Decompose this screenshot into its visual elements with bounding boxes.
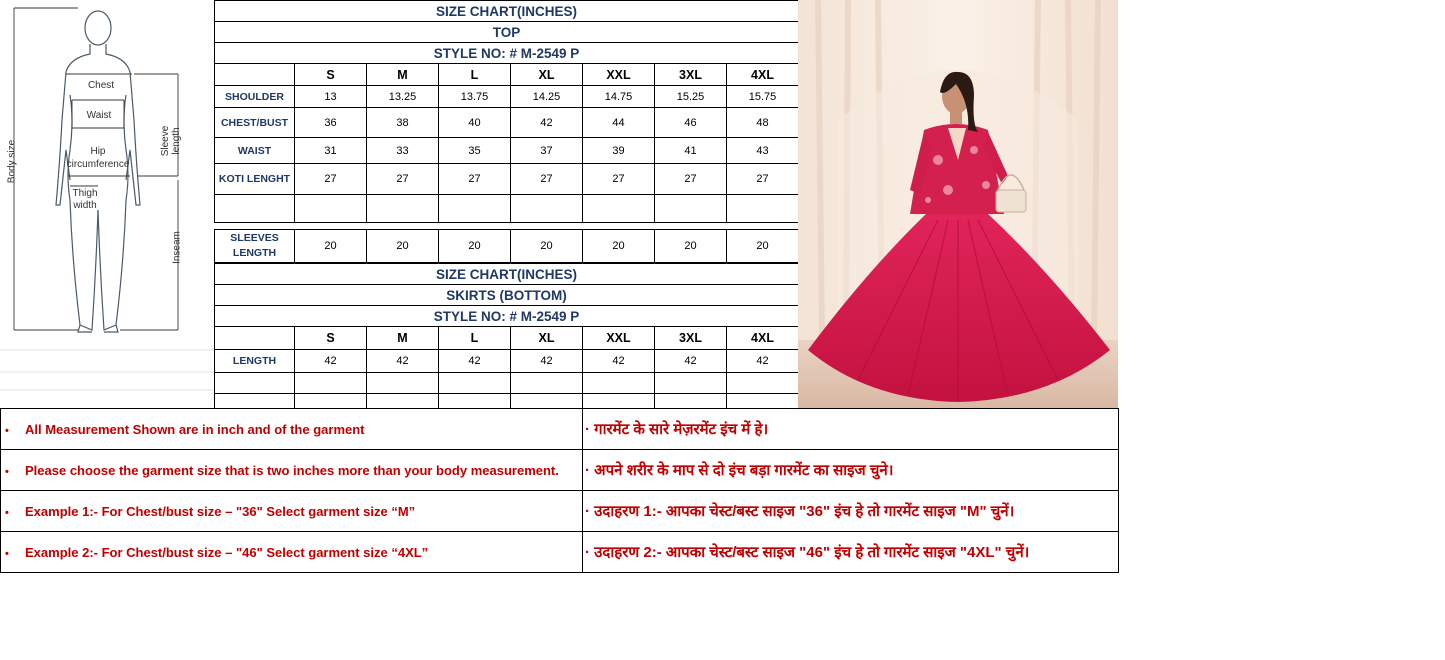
note-text: उदाहरण 1:- आपका चेस्ट/बस्ट साइज "36" इंच हे तो गारमेंट साइज "M" चुनें।	[594, 503, 1015, 520]
empty-cell	[583, 394, 655, 409]
table-cell: 27	[727, 164, 799, 195]
header-empty-cell	[215, 327, 295, 350]
table-cell: 41	[655, 138, 727, 164]
row-label	[215, 230, 295, 263]
table-cell: 35	[439, 138, 511, 164]
empty-cell	[655, 195, 727, 223]
hip-label: Hip	[90, 146, 106, 157]
bottom-size-header-row	[215, 327, 799, 350]
note-text: Example 1:- For Chest/bust size – "36" Select garment size “M”	[25, 503, 416, 519]
table-cell: 31	[295, 138, 367, 164]
size-header: XXL	[583, 64, 655, 86]
table-cell: 40	[439, 108, 511, 138]
note-row	[1, 409, 1119, 450]
table-cell: 38	[367, 108, 439, 138]
row-label: WAIST	[215, 138, 295, 164]
row-label: SHOULDER	[215, 86, 295, 108]
table-row	[215, 164, 799, 195]
note-row	[1, 532, 1119, 573]
note-row	[1, 450, 1119, 491]
hindi-note	[583, 409, 1119, 450]
empty-cell	[439, 195, 511, 223]
empty-cell	[511, 195, 583, 223]
size-guidance-notes	[0, 408, 1119, 573]
body-measurement-diagram	[0, 0, 214, 408]
empty-row	[215, 373, 799, 394]
table-cell: 27	[583, 164, 655, 195]
size-header: XL	[511, 64, 583, 86]
table-cell: 42	[583, 350, 655, 373]
hindi-bullet: ·	[585, 421, 590, 438]
hindi-bullet: ·	[585, 462, 590, 479]
table-row	[215, 230, 799, 263]
table-cell: 37	[511, 138, 583, 164]
empty-cell	[215, 394, 295, 409]
size-header: 3XL	[655, 64, 727, 86]
hindi-bullet: ·	[585, 544, 590, 561]
table-cell: 27	[295, 164, 367, 195]
table-cell: 13.25	[367, 86, 439, 108]
empty-cell	[295, 195, 367, 223]
empty-cell	[367, 373, 439, 394]
table-cell: 46	[655, 108, 727, 138]
table-cell: 15.25	[655, 86, 727, 108]
chest-label: Chest	[87, 80, 115, 91]
thigh-width-label: width	[73, 200, 97, 211]
table-cell: 27	[511, 164, 583, 195]
row-label: KOTI LENGHT	[215, 164, 295, 195]
size-header: 4XL	[727, 327, 799, 350]
empty-cell	[295, 394, 367, 409]
thigh-label: Thigh	[72, 188, 98, 199]
length-word: length	[171, 127, 182, 155]
note-text: Please choose the garment size that is two inches more than your body measurement.	[25, 462, 559, 478]
bottom-chart-subtitle: SKIRTS (BOTTOM)	[215, 285, 799, 306]
row-label: CHEST/BUST	[215, 108, 295, 138]
sleeves-word: SLEEVES	[230, 232, 279, 244]
size-header: L	[439, 64, 511, 86]
size-header: M	[367, 64, 439, 86]
hindi-note	[583, 491, 1119, 532]
bullet: •	[5, 424, 9, 437]
size-header: M	[367, 327, 439, 350]
size-header: L	[439, 327, 511, 350]
empty-cell	[583, 195, 655, 223]
empty-cell	[727, 195, 799, 223]
table-cell: 42	[727, 350, 799, 373]
english-note	[1, 491, 583, 532]
empty-cell	[215, 195, 295, 223]
hindi-bullet: ·	[585, 503, 590, 520]
bullet: •	[5, 506, 9, 519]
empty-cell	[655, 373, 727, 394]
table-cell: 13	[295, 86, 367, 108]
size-header: 4XL	[727, 64, 799, 86]
empty-cell	[367, 394, 439, 409]
table-cell: 39	[583, 138, 655, 164]
empty-cell	[367, 195, 439, 223]
english-note	[1, 409, 583, 450]
empty-cell	[511, 394, 583, 409]
table-cell: 42	[511, 350, 583, 373]
table-row	[215, 108, 799, 138]
table-cell: 13.75	[439, 86, 511, 108]
row-label: LENGTH	[215, 350, 295, 373]
top-chart-subtitle: TOP	[215, 22, 799, 43]
empty-cell	[655, 394, 727, 409]
english-note	[1, 532, 583, 573]
hip-circumference-label: circumference	[66, 159, 130, 170]
empty-cell	[511, 373, 583, 394]
size-header: S	[295, 327, 367, 350]
table-cell: 43	[727, 138, 799, 164]
inseam-label: Inseam	[171, 231, 183, 264]
table-cell: 42	[367, 350, 439, 373]
sleeve-word: Sleeve	[160, 125, 171, 157]
table-cell: 14.25	[511, 86, 583, 108]
empty-cell	[583, 373, 655, 394]
top-size-chart	[214, 0, 799, 223]
table-cell: 20	[655, 230, 727, 263]
body-outline-figure	[0, 0, 214, 408]
bullet: •	[5, 465, 9, 478]
table-cell: 27	[439, 164, 511, 195]
note-text: अपने शरीर के माप से दो इंच बड़ा गारमेंट का साइज चुने।	[594, 462, 894, 479]
table-cell: 20	[583, 230, 655, 263]
size-header: 3XL	[655, 327, 727, 350]
bullet: •	[5, 547, 9, 560]
empty-row	[215, 394, 799, 409]
table-row	[215, 138, 799, 164]
hindi-note	[583, 532, 1119, 573]
top-size-header-row	[215, 64, 799, 86]
size-header: S	[295, 64, 367, 86]
sleeve-length-label	[160, 116, 182, 166]
table-row	[215, 86, 799, 108]
table-cell: 15.75	[727, 86, 799, 108]
note-text: All Measurement Shown are in inch and of the garment	[25, 421, 365, 437]
size-header: XL	[511, 327, 583, 350]
header-empty-cell	[215, 64, 295, 86]
note-row	[1, 491, 1119, 532]
table-cell: 27	[367, 164, 439, 195]
table-cell: 20	[367, 230, 439, 263]
sleeves-length-table	[214, 229, 799, 263]
table-row	[215, 350, 799, 373]
note-text: गारमेंट के सारे मेज़रमेंट इंच में हे।	[594, 421, 769, 438]
table-cell: 48	[727, 108, 799, 138]
top-chart-style-no: STYLE NO: # M-2549 P	[215, 43, 799, 64]
table-cell: 42	[655, 350, 727, 373]
table-cell: 27	[655, 164, 727, 195]
table-cell: 33	[367, 138, 439, 164]
table-cell: 20	[439, 230, 511, 263]
table-cell: 42	[511, 108, 583, 138]
size-header: XXL	[583, 327, 655, 350]
note-text: Example 2:- For Chest/bust size – "46" Select garment size “4XL”	[25, 544, 429, 560]
empty-cell	[727, 394, 799, 409]
empty-cell	[439, 394, 511, 409]
model-lehenga-illustration	[798, 0, 1118, 408]
table-cell: 42	[439, 350, 511, 373]
empty-cell	[727, 373, 799, 394]
empty-cell	[295, 373, 367, 394]
bottom-chart-title: SIZE CHART(INCHES)	[215, 264, 799, 285]
empty-row	[215, 195, 799, 223]
empty-cell	[215, 373, 295, 394]
table-cell: 20	[727, 230, 799, 263]
table-cell: 42	[295, 350, 367, 373]
empty-cell	[439, 373, 511, 394]
note-text: उदाहरण 2:- आपका चेस्ट/बस्ट साइज "46" इंच हे तो गारमेंट साइज "4XL" चुनें।	[594, 544, 1030, 561]
table-cell: 36	[295, 108, 367, 138]
table-cell: 14.75	[583, 86, 655, 108]
body-size-label: Body size	[6, 139, 18, 184]
product-photo	[798, 0, 1118, 408]
table-cell: 20	[511, 230, 583, 263]
table-cell: 44	[583, 108, 655, 138]
hindi-note	[583, 450, 1119, 491]
top-chart-title: SIZE CHART(INCHES)	[215, 1, 799, 22]
length-word: LENGTH	[232, 247, 277, 259]
bottom-chart-style-no: STYLE NO: # M-2549 P	[215, 306, 799, 327]
english-note	[1, 450, 583, 491]
waist-label: Waist	[86, 110, 112, 121]
bottom-size-chart	[214, 263, 799, 409]
table-cell: 20	[295, 230, 367, 263]
